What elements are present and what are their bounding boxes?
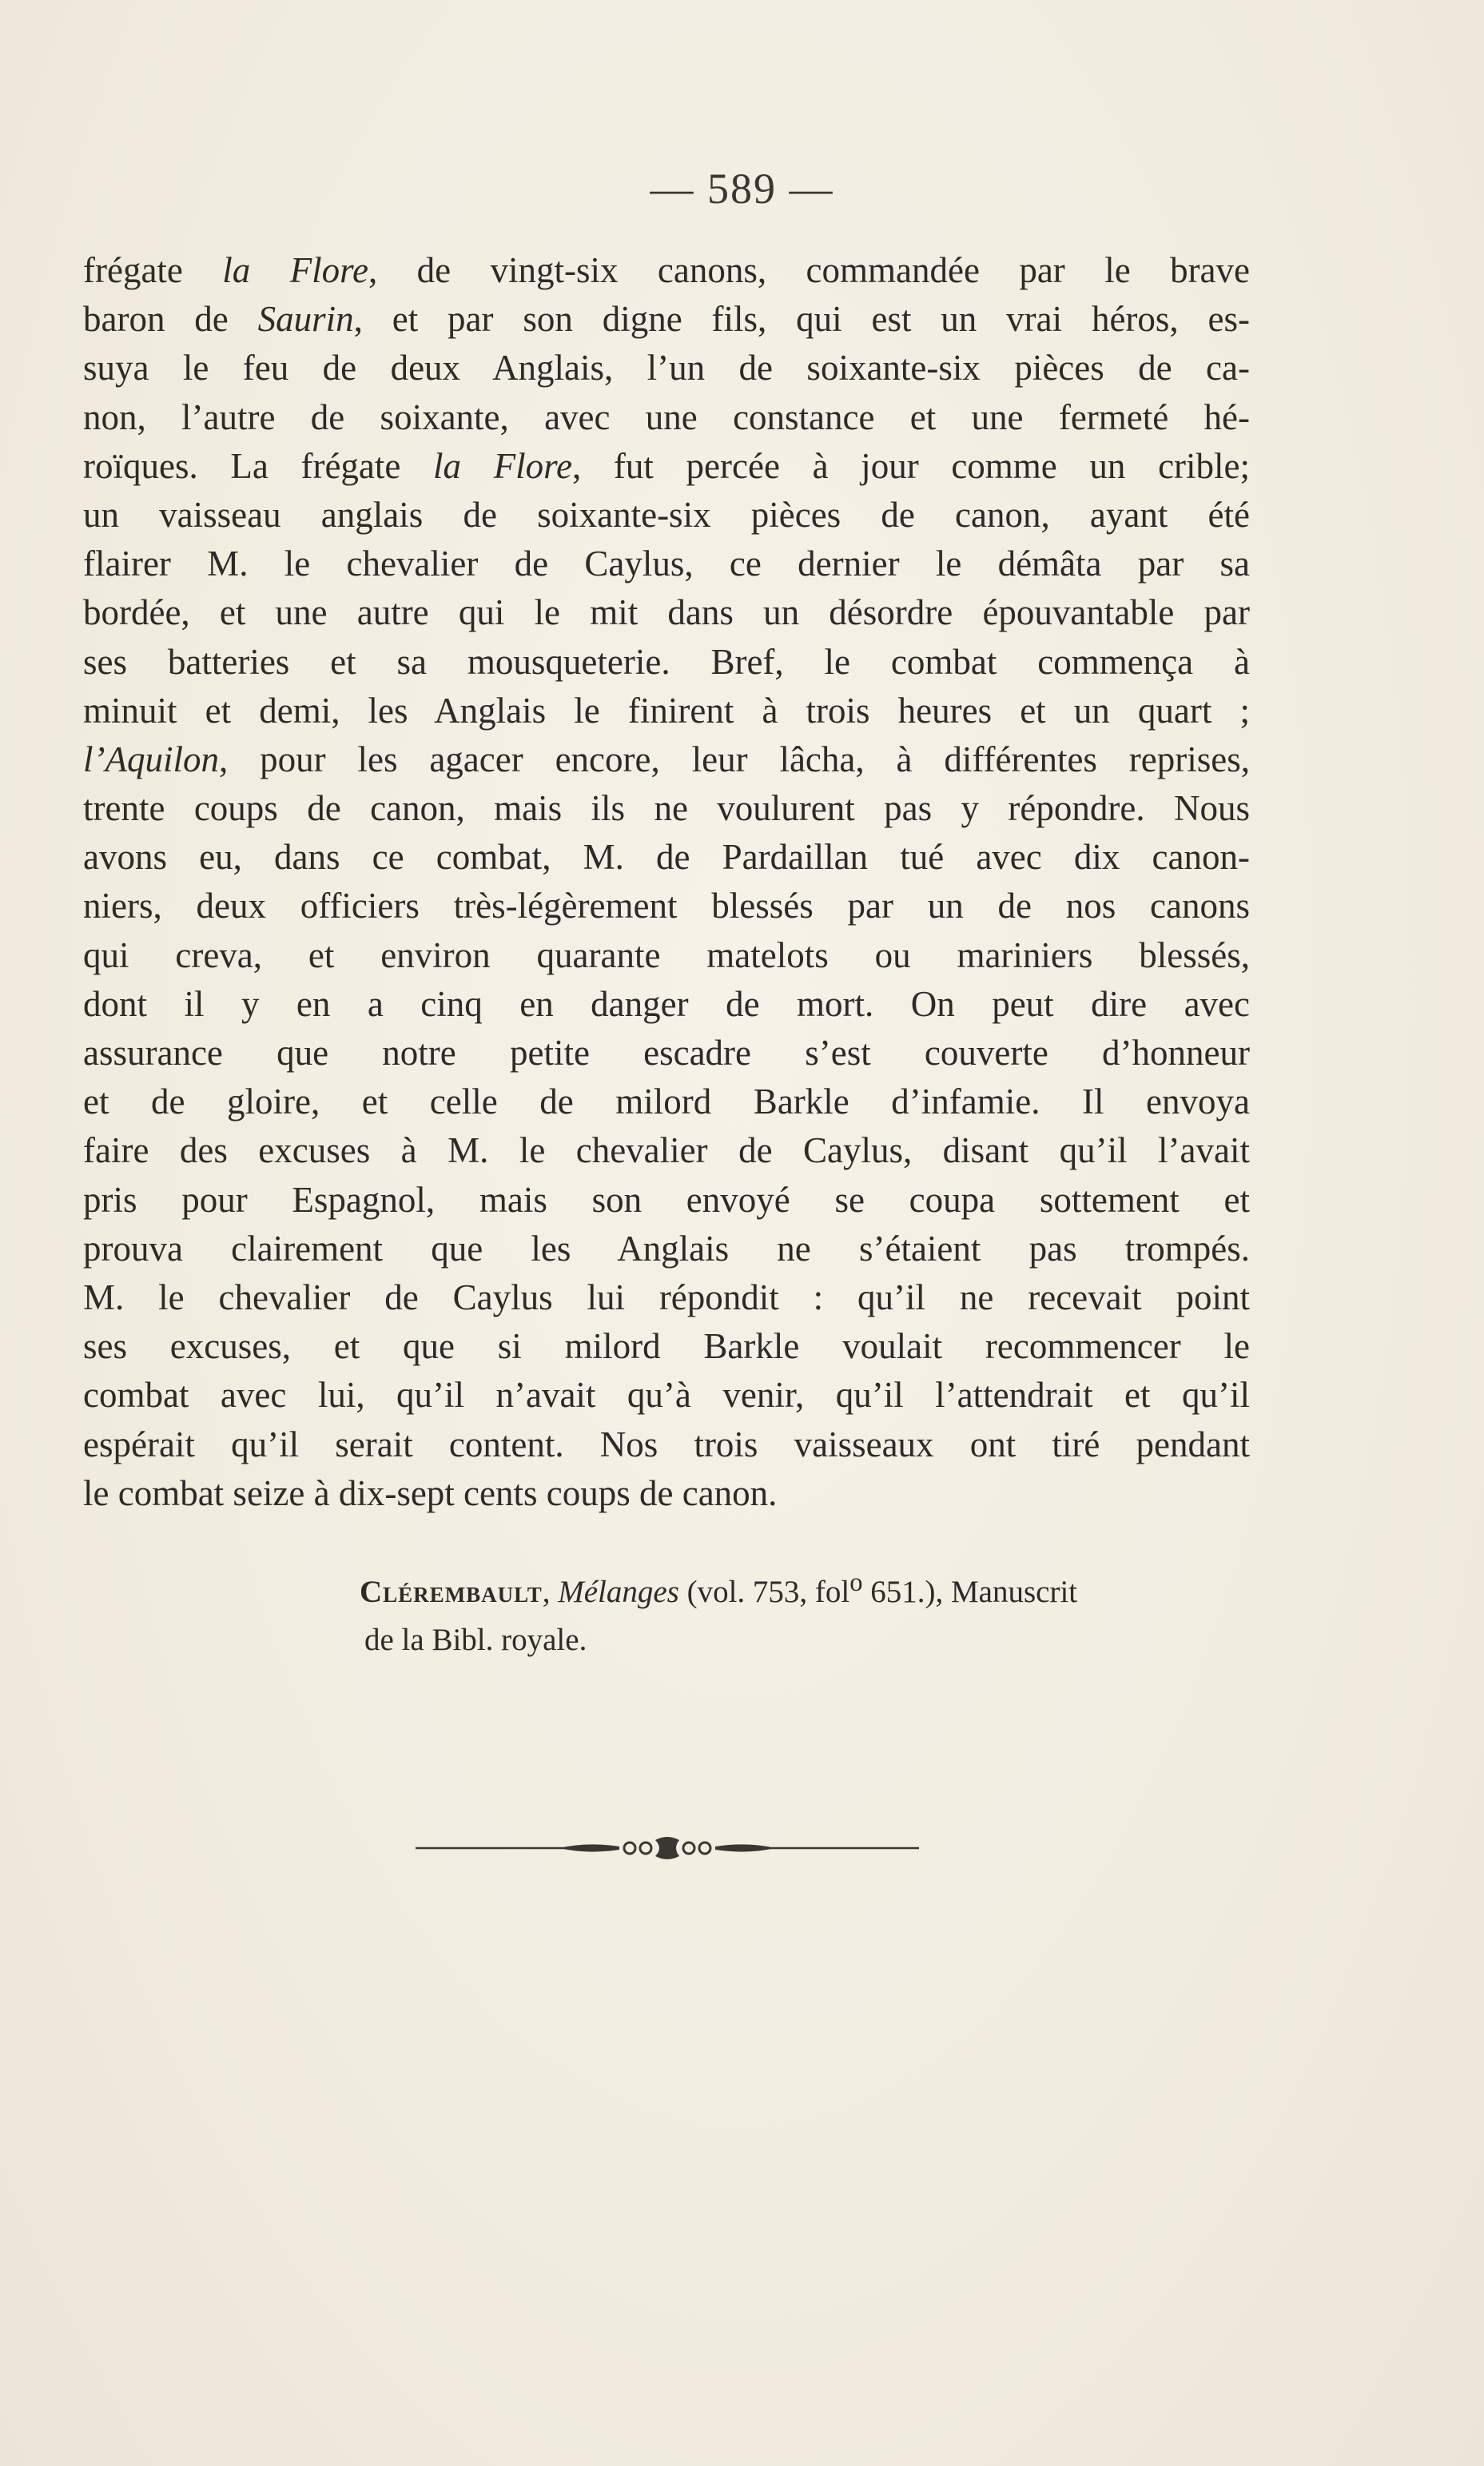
text-line: ses batteries et sa mousqueterie. Bref, le combat commença à	[83, 641, 1250, 682]
text-line: minuit et demi, les Anglais le finirent à trois heures et un quart ;	[83, 690, 1250, 731]
text-line: baron de Saurin, et par son digne fils, qui est un vrai héros, es-	[83, 299, 1250, 340]
citation-line-2: de la Bibl. royale.	[364, 1623, 587, 1657]
text-line: prouva clairement que les Anglais ne s’étaient pas trompés.	[83, 1228, 1250, 1269]
text-line: l’Aquilon, pour les agacer encore, leur lâcha, à différentes reprises,	[83, 739, 1250, 779]
text-line: trente coups de canon, mais ils ne voulurent pas y répondre. Nous	[83, 788, 1250, 829]
text-line: espérait qu’il serait content. Nos trois vaisseaux ont tiré pendant	[83, 1424, 1250, 1464]
text-line: pris pour Espagnol, mais son envoyé se coupa sottement et	[83, 1179, 1250, 1220]
italic-name: Saurin	[257, 299, 354, 340]
text-line: frégate la Flore, de vingt-six canons, commandée par le brave	[83, 250, 1250, 290]
text-line: ses excuses, et que si milord Barkle voulait recommencer le	[83, 1326, 1250, 1367]
text-line: bordée, et une autre qui le mit dans un désordre épouvantable par	[83, 592, 1250, 633]
text-line: roïques. La frégate la Flore, fut percée à jour comme un crible;	[83, 445, 1250, 486]
text-line: un vaisseau anglais de soixante-six pièces de canon, ayant été	[83, 494, 1250, 535]
text-line: niers, deux officiers très-légèrement blessés par un de nos canons	[83, 886, 1250, 926]
text-line: assurance que notre petite escadre s’est couverte d’honneur	[83, 1033, 1250, 1073]
source-citation: Clérembault, Mélanges (vol. 753, fol$^o$ 651.), Manuscrit de la Bibl. royale.	[360, 1559, 1295, 1664]
italic-title: la Flore	[433, 445, 572, 486]
text-line: suya le feu de deux Anglais, l’un de soixante-six pièces de ca-	[83, 348, 1250, 388]
italic-ship-name: l’Aquilon	[83, 739, 219, 779]
text-line: avons eu, dans ce combat, M. de Pardaillan tué avec dix canon-	[83, 837, 1250, 878]
page-number: — 589 —	[650, 165, 834, 213]
text-line: M. le chevalier de Caylus lui répondit : qu’il ne recevait point	[83, 1277, 1250, 1317]
citation-work: Mélanges	[558, 1575, 679, 1609]
text-line: dont il y en a cinq en danger de mort. On peut dire avec	[83, 983, 1250, 1024]
text-line: qui creva, et environ quarante matelots ou mariniers blessés,	[83, 934, 1250, 975]
text-line: le combat seize à dix-sept cents coups de canon.	[83, 1472, 778, 1513]
citation-author: Clérembault	[360, 1575, 543, 1609]
body-text	[83, 246, 1250, 1518]
text-line: faire des excuses à M. le chevalier de Caylus, disant qu’il l’avait	[83, 1130, 1250, 1171]
italic-title: la Flore	[222, 250, 369, 290]
text-line: et de gloire, et celle de milord Barkle d’infamie. Il envoya	[83, 1082, 1250, 1122]
text-line: combat avec lui, qu’il n’avait qu’à venir, qu’il l’attendrait et qu’il	[83, 1375, 1250, 1416]
text-line: non, l’autre de soixante, avec une constance et une fermeté hé-	[83, 396, 1250, 437]
ornament-divider-icon	[416, 1831, 919, 1862]
text-line: flairer M. le chevalier de Caylus, ce dernier le démâta par sa	[83, 544, 1250, 584]
